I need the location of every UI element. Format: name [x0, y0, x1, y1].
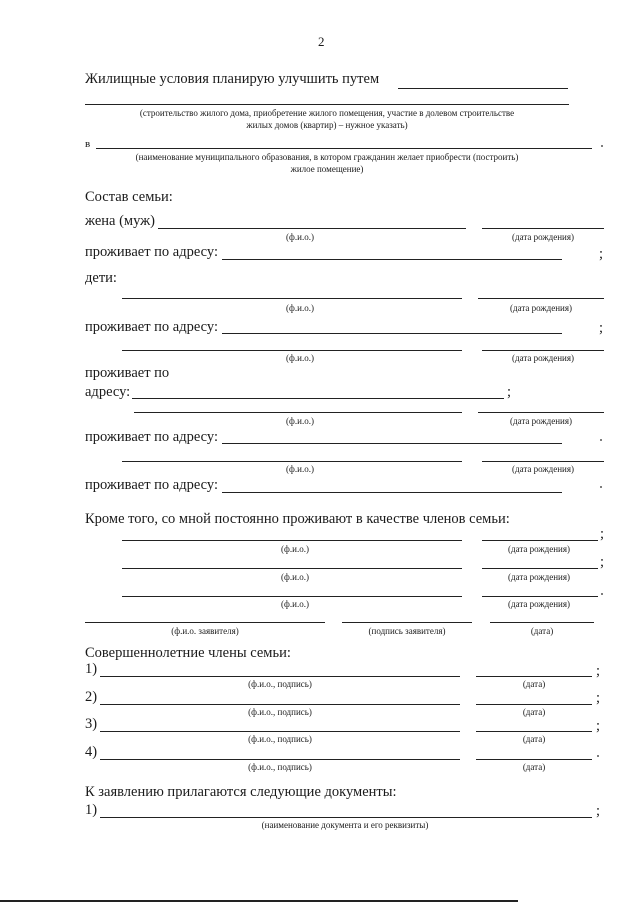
- in-label: в: [85, 138, 91, 150]
- child-2-fio-field[interactable]: [122, 350, 462, 351]
- municipality-field[interactable]: [96, 148, 592, 149]
- semicolon: ;: [596, 718, 601, 734]
- birth-hint: (дата рождения): [508, 599, 570, 609]
- applicant-date-hint: (дата): [530, 626, 554, 636]
- spouse-address-field[interactable]: [222, 259, 562, 260]
- child-1-address-field[interactable]: [222, 333, 562, 334]
- semicolon: ;: [596, 690, 601, 706]
- adult-2-number: 2): [85, 689, 98, 705]
- fio-hint: (ф.и.о.): [286, 303, 314, 313]
- address-label: проживает по адресу:: [85, 429, 218, 445]
- period-mark: [600, 486, 602, 488]
- child-1-birth-field[interactable]: [478, 298, 604, 299]
- other-members-heading: Кроме того, со мной постоянно проживают в качестве членов семьи:: [85, 511, 510, 527]
- adult-3-number: 3): [85, 716, 98, 732]
- child-4-fio-field[interactable]: [122, 461, 462, 462]
- children-label: дети:: [85, 270, 117, 286]
- semicolon: ;: [596, 663, 601, 679]
- semicolon: ;: [600, 526, 605, 542]
- address-label: проживает по адресу:: [85, 319, 218, 335]
- spouse-fio-field[interactable]: [158, 228, 466, 229]
- birth-hint: (дата рождения): [508, 544, 570, 554]
- semicolon: ;: [599, 320, 604, 336]
- adult-4-fio-sign-field[interactable]: [100, 759, 460, 760]
- birth-hint: (дата рождения): [512, 464, 574, 474]
- adult-1-number: 1): [85, 661, 98, 677]
- adult-1-fio-sign-field[interactable]: [100, 676, 460, 677]
- child-3-address-field[interactable]: [222, 443, 562, 444]
- page-number: 2: [318, 34, 325, 49]
- other-3-fio-field[interactable]: [122, 596, 462, 597]
- fio-hint: (ф.и.о.): [281, 544, 309, 554]
- child-3-birth-field[interactable]: [478, 412, 604, 413]
- child-2-birth-field[interactable]: [482, 350, 604, 351]
- housing-method-hint-2: жилых домов (квартир) – нужное указать): [246, 120, 408, 130]
- adult-3-date-field[interactable]: [476, 731, 592, 732]
- document-1-field[interactable]: [100, 817, 592, 818]
- birth-hint: (дата рождения): [508, 572, 570, 582]
- applicant-fio-hint: (ф.и.о. заявителя): [171, 626, 239, 636]
- period-mark: [601, 593, 603, 595]
- family-heading: Состав семьи:: [85, 189, 173, 205]
- fio-sign-hint: (ф.и.о., подпись): [248, 707, 312, 717]
- semicolon: ;: [599, 246, 604, 262]
- fio-sign-hint: (ф.и.о., подпись): [248, 762, 312, 772]
- semicolon: ;: [507, 384, 512, 400]
- spouse-label: жена (муж): [85, 213, 155, 229]
- other-2-birth-field[interactable]: [482, 568, 598, 569]
- date-hint: (дата): [522, 734, 546, 744]
- date-hint: (дата): [522, 762, 546, 772]
- birth-hint: (дата рождения): [512, 353, 574, 363]
- adult-3-fio-sign-field[interactable]: [100, 731, 460, 732]
- adult-2-date-field[interactable]: [476, 704, 592, 705]
- address-label: проживает по адресу:: [85, 244, 218, 260]
- page-bottom-rule: [0, 900, 518, 902]
- fio-hint: (ф.и.о.): [286, 353, 314, 363]
- applicant-fio-field[interactable]: [85, 622, 325, 623]
- period-mark: [600, 439, 602, 441]
- child-1-fio-field[interactable]: [122, 298, 462, 299]
- child-4-address-field[interactable]: [222, 492, 562, 493]
- municipality-hint-1: (наименование муниципального образования, в котором гражданин желает приобрести (построить): [135, 152, 519, 162]
- housing-method-field[interactable]: [85, 104, 569, 105]
- date-hint: (дата): [522, 679, 546, 689]
- child-3-fio-field[interactable]: [134, 412, 462, 413]
- document-1-number: 1): [85, 802, 98, 818]
- fio-hint: (ф.и.о.): [281, 572, 309, 582]
- fio-hint: (ф.и.о.): [286, 416, 314, 426]
- child-2-address-field[interactable]: [132, 398, 504, 399]
- other-1-birth-field[interactable]: [482, 540, 598, 541]
- child-4-birth-field[interactable]: [482, 461, 604, 462]
- birth-hint: (дата рождения): [512, 232, 574, 242]
- adults-heading: Совершеннолетние члены семьи:: [85, 645, 291, 661]
- address-label: проживает по адресу:: [85, 477, 218, 493]
- fio-sign-hint: (ф.и.о., подпись): [248, 679, 312, 689]
- fio-hint: (ф.и.о.): [286, 232, 314, 242]
- address-label-line-1: проживает по: [85, 365, 170, 381]
- semicolon: ;: [596, 803, 601, 819]
- other-3-birth-field[interactable]: [482, 596, 598, 597]
- applicant-signature-hint: (подпись заявителя): [368, 626, 446, 636]
- adult-4-number: 4): [85, 744, 98, 760]
- documents-heading: К заявлению прилагаются следующие документы:: [85, 784, 397, 800]
- fio-hint: (ф.и.о.): [286, 464, 314, 474]
- applicant-signature-field[interactable]: [342, 622, 472, 623]
- fio-hint: (ф.и.о.): [281, 599, 309, 609]
- applicant-date-field[interactable]: [490, 622, 594, 623]
- birth-hint: (дата рождения): [510, 303, 572, 313]
- adult-2-fio-sign-field[interactable]: [100, 704, 460, 705]
- municipality-hint-2: жилое помещение): [290, 164, 364, 174]
- other-2-fio-field[interactable]: [122, 568, 462, 569]
- fio-sign-hint: (ф.и.о., подпись): [248, 734, 312, 744]
- address-label-line-2: адресу:: [85, 384, 131, 400]
- other-1-fio-field[interactable]: [122, 540, 462, 541]
- housing-method-hint-1: (строительство жилого дома, приобретение жилого помещения, участие в долевом строительстве: [139, 108, 515, 118]
- housing-plan-field[interactable]: [398, 88, 568, 89]
- adult-1-date-field[interactable]: [476, 676, 592, 677]
- date-hint: (дата): [522, 707, 546, 717]
- period-mark: [601, 145, 603, 147]
- period-mark: [597, 755, 599, 757]
- document-hint: (наименование документа и его реквизиты): [261, 820, 429, 830]
- housing-plan-label: Жилищные условия планирую улучшить путем: [85, 71, 380, 87]
- spouse-birth-field[interactable]: [482, 228, 604, 229]
- semicolon: ;: [600, 554, 605, 570]
- birth-hint: (дата рождения): [510, 416, 572, 426]
- adult-4-date-field[interactable]: [476, 759, 592, 760]
